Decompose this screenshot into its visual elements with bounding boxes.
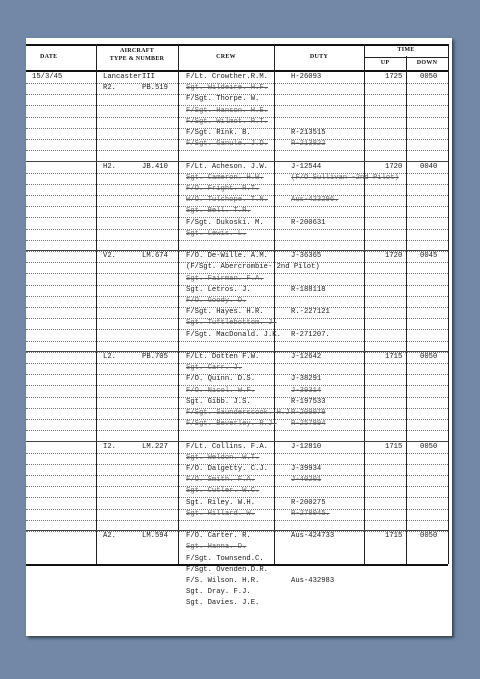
table-row — [26, 531, 448, 542]
table-row — [26, 352, 448, 364]
table-row — [26, 106, 448, 118]
type-cell: I2. — [103, 442, 116, 451]
crew-cell: F/Lt. Dotten F.W. — [186, 353, 260, 361]
table-row — [26, 565, 448, 576]
duty-cell: J-12642 — [291, 353, 322, 361]
crew-cell: Sgt. Cutler. W.C. — [186, 487, 260, 496]
crew-cell: F/Sgt. Thorpe. W. — [186, 95, 260, 104]
date-header: DATE — [40, 54, 58, 60]
crew-cell: F/Lt. Acheson. J.W. — [186, 162, 268, 171]
duty-cell: J-40201 — [291, 476, 322, 485]
time-header: TIME — [397, 47, 415, 53]
duty-header: DUTY — [309, 54, 329, 60]
duty-cell: R-188118 — [291, 285, 326, 294]
section-divider — [26, 530, 448, 531]
crew-cell: Sgt. Bell. T.R. — [186, 207, 251, 216]
crew-cell: F/O. Nicol. W.F. — [186, 386, 256, 395]
up-cell: 1720 — [385, 162, 403, 171]
crew-cell: Sgt. Wildeire. H.F. — [186, 84, 268, 93]
duty-cell: R-257894 — [291, 420, 326, 429]
up-cell: 1715 — [385, 353, 403, 361]
type-cell: A2. — [103, 532, 116, 541]
type-cell: L2. — [103, 353, 116, 361]
crew-cell: F/Sgt. Wilmot. R.T. — [186, 117, 268, 126]
table-row — [26, 195, 448, 207]
crew-cell: Sgt. Dray. F.J. — [186, 588, 251, 597]
down-cell: 0050 — [420, 73, 438, 81]
type-cell: Lancaster — [103, 73, 142, 81]
num-cell: JB.410 — [142, 162, 168, 171]
table-row — [26, 128, 448, 140]
crew-header: CREW — [216, 54, 236, 60]
crew-cell: F/Sgt. Rink. B. — [186, 129, 251, 137]
crew-cell: Sgt. Letros. J. — [186, 285, 251, 294]
crew-cell: F/Sgt. Beverley. R.J. — [186, 420, 277, 429]
duty-cell: J-38291 — [291, 375, 322, 384]
table-row — [26, 117, 448, 129]
table-row — [26, 363, 448, 375]
section-divider — [26, 351, 448, 352]
table-row — [26, 296, 448, 308]
table-row — [26, 72, 448, 84]
crew-cell: F/Lt. Collins. F.A. — [186, 442, 268, 451]
num-cell: III — [142, 73, 155, 81]
duty-cell: J-39934 — [291, 465, 322, 473]
type-cell: H2. — [103, 162, 116, 171]
up-cell: 1715 — [385, 442, 403, 451]
crew-cell: F/O. De-Wille. A.M. — [186, 252, 268, 261]
date-cell: 15/3/45 — [32, 73, 63, 81]
type-cell: V2. — [103, 252, 116, 261]
table-row — [26, 307, 448, 319]
crew-cell: F/O. Carter. R. — [186, 532, 251, 541]
crew-cell: F/O. Quinn. D.S. — [186, 375, 256, 384]
crew-cell: F/O. Fright. R.T. — [186, 185, 260, 193]
table-row — [26, 453, 448, 465]
duty-cell: (F/O Sullivan -2nd Pilot) — [291, 173, 399, 182]
crew-cell: Sgt. Cameron. H.W. — [186, 173, 264, 182]
table-row — [26, 173, 448, 185]
crew-cell: Sgt. Tuftlebottom. J. — [186, 319, 277, 328]
table-row — [26, 386, 448, 398]
table-row — [26, 408, 448, 420]
duty-cell: R-271207. — [291, 330, 330, 339]
down-cell: 0045 — [420, 252, 438, 261]
up-header: UP — [380, 60, 390, 66]
crew-cell: F/Sgt. Hayes. H.R. — [186, 308, 264, 317]
num-cell: PB.705 — [142, 353, 168, 361]
crew-cell: F/O. Goody. D. — [186, 297, 247, 305]
duty-cell: Aus-424733 — [291, 532, 335, 541]
table-row — [26, 318, 448, 330]
duty-cell: R-213822 — [291, 140, 326, 149]
crew-cell: F/Sgt. Hanson. H.E. — [186, 106, 268, 115]
table-row — [26, 162, 448, 174]
table-row — [26, 498, 448, 510]
crew-cell: F/Sgt. Ganule. J.D. — [186, 140, 268, 149]
section-divider — [26, 250, 448, 251]
type-number-header: TYPE & NUMBER — [109, 56, 165, 62]
crew-cell: F/Sgt. Townsend.C. — [186, 554, 264, 563]
duty-cell: R-278045. — [291, 509, 330, 518]
down-cell: 0050 — [420, 353, 438, 361]
crew-cell: Sgt. Fairman. F.A. — [186, 274, 264, 283]
num-cell: PB.519 — [142, 84, 168, 93]
table-row — [26, 139, 448, 151]
up-cell: 1715 — [385, 532, 403, 541]
table-row — [26, 274, 448, 286]
crew-cell: F/Lt. Crowther.R.M. — [186, 73, 268, 81]
crew-cell: F/O. Dalgetty. C.J. — [186, 465, 268, 473]
aircraft-header: AIRCRAFT — [119, 48, 155, 54]
crew-cell: F/Sgt. Ovenden.D.R. — [186, 565, 268, 574]
num-cell: LM.674 — [142, 252, 168, 261]
crew-cell: Sgt. Gibb. J.S. — [186, 397, 251, 406]
table-row — [26, 554, 448, 565]
duty-cell: R-197533 — [291, 397, 326, 406]
num-cell: LM.594 — [142, 532, 168, 541]
duty-cell: Aus-432983 — [291, 577, 335, 585]
table-bottom-rule — [26, 564, 448, 566]
table-row — [26, 442, 448, 454]
crew-cell: Sgt. Hillard. W. — [186, 509, 256, 518]
table-row — [26, 576, 448, 587]
table-row — [26, 542, 448, 553]
duty-cell: H-26093 — [291, 73, 322, 81]
table-row — [26, 184, 448, 196]
crew-cell: F/O. Smith. F.A. — [186, 476, 256, 485]
table-row — [26, 251, 448, 263]
duty-cell: R-213515 — [291, 129, 326, 137]
duty-cell: R-200631 — [291, 218, 326, 227]
crew-cell: Sgt. Hanna. D. — [186, 543, 247, 552]
table-row — [26, 229, 448, 241]
table-row — [26, 262, 448, 274]
down-cell: 0040 — [420, 162, 438, 171]
table-row — [26, 374, 448, 386]
down-header: DOWN — [416, 60, 438, 66]
duty-cell: J-36365 — [291, 252, 322, 261]
crew-cell: F/Sgt. Saunderscook. H.J. — [186, 409, 294, 417]
table-row — [26, 464, 448, 476]
log-sheet — [26, 38, 452, 636]
table-row — [26, 285, 448, 297]
table-row — [26, 206, 448, 218]
table-row — [26, 509, 448, 521]
table-row — [26, 218, 448, 230]
duty-cell: J-39314 — [291, 386, 322, 395]
type-cell: R2. — [103, 84, 116, 93]
up-cell: 1725 — [385, 73, 403, 81]
crew-cell: Sgt. Carr. J. — [186, 364, 243, 373]
crew-cell: F/S. Wilson. H.R. — [186, 577, 260, 585]
crew-cell: F/Sgt. MacDonald. J.K. — [186, 330, 281, 339]
table-row — [26, 397, 448, 409]
duty-cell: R.-227121 — [291, 308, 330, 317]
crew-cell: F/Sgt. Dukoski. M. — [186, 218, 264, 227]
crew-cell: W/O. Tulchope. T.N. — [186, 196, 268, 205]
table-row — [26, 83, 448, 95]
down-cell: 0050 — [420, 532, 438, 541]
num-cell: LM.227 — [142, 442, 168, 451]
crew-cell: Sgt. Davies. J.E. — [186, 599, 260, 608]
duty-cell: Aus-423296. — [291, 196, 339, 205]
table-row — [26, 330, 448, 342]
section-divider — [26, 441, 448, 442]
crew-cell: Sgt. Weldon. W.T. — [186, 453, 260, 462]
table-row — [26, 94, 448, 106]
table-row — [26, 475, 448, 487]
section-divider — [26, 161, 448, 162]
table-row — [26, 587, 448, 598]
duty-cell: J-12544 — [291, 162, 322, 171]
duty-cell: R-200275 — [291, 498, 326, 507]
crew-cell: Sgt. Riley. W.H. — [186, 498, 256, 507]
table-row — [26, 419, 448, 431]
table-header — [26, 44, 448, 72]
crew-cell: (F/Sgt. Abercrombie- 2nd Pilot) — [186, 263, 320, 272]
crew-cell: Sgt. Lewis. L. — [186, 229, 247, 238]
duty-cell: J-12810 — [291, 442, 322, 451]
down-cell: 0050 — [420, 442, 438, 451]
table-row — [26, 598, 448, 609]
table-row — [26, 486, 448, 498]
up-cell: 1720 — [385, 252, 403, 261]
duty-cell: R-209079 — [291, 409, 326, 417]
